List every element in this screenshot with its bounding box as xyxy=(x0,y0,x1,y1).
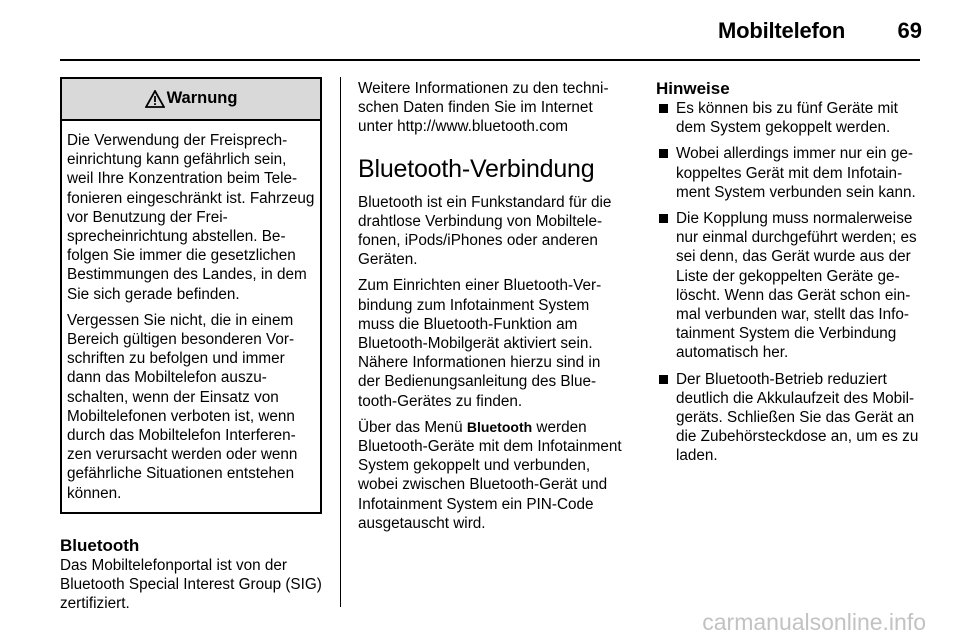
warning-triangle-icon xyxy=(145,90,165,108)
warning-paragraph: Die Verwendung der Freisprecheinrichtung kann gefährlich sein, weil Ihre Konzentration beim Telefonieren eingeschränkt ist. Fahrzeug vor Benutzung der Freisprecheinrichtung abstellen. Befolgen Sie immer die gesetzlichen Bestimmungen des Landes, in dem Sie sich gerade befinden. xyxy=(67,132,315,303)
header-rule xyxy=(60,59,920,61)
page-title: Mobiltelefon xyxy=(718,18,846,43)
bullet-square-icon xyxy=(659,214,668,223)
bullet-square-icon xyxy=(659,149,668,158)
bluetooth-heading: Bluetooth xyxy=(60,535,140,555)
list-item-text: Wobei allerdings immer nur ein gekoppeltes Gerät mit dem Infotainment System verbunden sein kann. xyxy=(676,145,916,201)
page-number: 69 xyxy=(897,18,922,43)
bluetooth-text: Das Mobiltelefonportal ist von der Bluetooth Special Interest Group (SIG) zertifiziert. xyxy=(60,556,322,613)
column-right xyxy=(656,79,922,473)
list-item xyxy=(656,370,922,466)
body-paragraph: Zum Einrichten einer Bluetooth-Verbindung zum Infotainment System muss die Bluetooth-Funktion am Bluetooth-Mobilgerät aktiviert sein. Nähere Informationen hierzu sind in der Bedienungsanleitung des Bluetooth-Gerätes zu finden. xyxy=(358,277,602,410)
list-item-text: Es können bis zu fünf Geräte mit dem System gekoppelt werden. xyxy=(676,100,898,137)
notes-list xyxy=(656,99,922,466)
list-item xyxy=(656,209,922,363)
watermark: carmanualsonline.info xyxy=(702,609,926,635)
section-heading: Bluetooth-Verbindung xyxy=(358,154,595,183)
text-fragment: werden Bluetooth-Geräte mit dem Infotainment System gekoppelt und verbunden, wobei zwischen Bluetooth-Gerät und Infotainment System ein PIN-Code ausgetauscht wird. xyxy=(358,418,622,532)
list-item-text: Die Kopplung muss normalerweise nur einmal durchgeführt werden; es sei denn, das Gerät wurde aus der Liste der gekoppelten Geräte gelöscht. Wenn das Gerät schon einmal verbunden war, stellt das Infotainment System die Verbindung automatisch her. xyxy=(676,210,917,362)
warning-header xyxy=(62,79,320,121)
column-middle xyxy=(358,79,623,540)
text-fragment: Über das Menü xyxy=(358,418,467,436)
column-left xyxy=(60,77,322,613)
warning-box xyxy=(60,77,322,514)
intro-paragraph: Weitere Informationen zu den technischen Daten finden Sie im Internet unter http://www.bluetooth.com xyxy=(358,80,609,136)
notes-heading: Hinweise xyxy=(656,79,730,98)
body-paragraph xyxy=(358,418,623,533)
list-item xyxy=(656,144,922,202)
list-item-text: Der Bluetooth-Betrieb reduziert deutlich die Akkulaufzeit des Mobilgeräts. Schließen Sie das Gerät an die Zubehörsteckdose an, um es zu laden. xyxy=(676,370,919,465)
body-paragraph: Bluetooth ist ein Funkstandard für die drahtlose Verbindung von Mobiltelefonen, iPods/iPhones oder anderen Geräten. xyxy=(358,193,612,269)
warning-title: Warnung xyxy=(166,89,238,108)
warning-body xyxy=(62,121,320,512)
bullet-square-icon xyxy=(659,375,668,384)
column-divider xyxy=(340,77,341,607)
warning-paragraph: Vergessen Sie nicht, die in einem Bereich gültigen besonderen Vorschriften zu befolgen und immer dann das Mobiltelefon auszuschalten, wenn der Einsatz von Mobiltelefonen verboten ist, wenn durch das Mobiltelefon Interferenzen verursacht werden oder wenn gefährliche Situationen entstehen können. xyxy=(67,311,298,502)
menu-name: Bluetooth xyxy=(466,418,533,435)
list-item xyxy=(656,99,922,137)
bullet-square-icon xyxy=(659,104,668,113)
